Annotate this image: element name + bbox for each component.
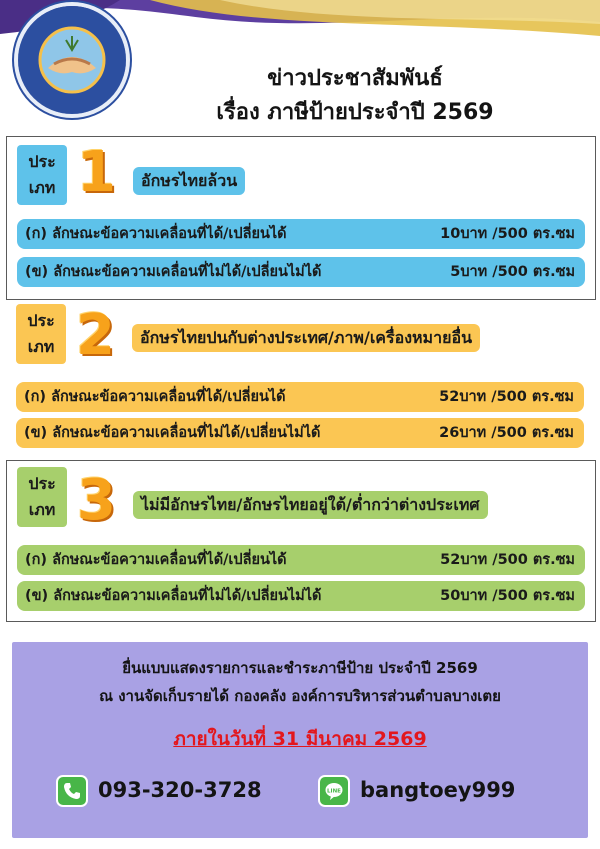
type-3-row-a [17, 545, 585, 575]
page-title [140, 62, 570, 130]
tax-type-2-section [6, 298, 594, 458]
tax-type-3-section [6, 460, 596, 622]
type-2-row-a [16, 382, 584, 412]
type-1-label-box [17, 145, 67, 205]
line-id[interactable]: bangtoey999 [360, 778, 516, 802]
phone-number[interactable]: 093-320-3728 [98, 778, 262, 802]
footer-panel [12, 642, 588, 838]
row-description: (ก) ลักษณะข้อความเคลื่อนที่ได้/เปลี่ยนได้ [25, 226, 287, 242]
type-2-category: อักษรไทยปนกับต่างประเทศ/ภาพ/เครื่องหมายอื่น [132, 324, 480, 352]
row-description: (ก) ลักษณะข้อความเคลื่อนที่ได้/เปลี่ยนได้ [24, 389, 286, 405]
row-description: (ก) ลักษณะข้อความเคลื่อนที่ได้/เปลี่ยนได้ [25, 552, 287, 568]
type-1-row-a [17, 219, 585, 249]
tao-seal-logo [18, 6, 126, 114]
row-price: 52บาท /500 ตร.ซม [440, 552, 575, 568]
type-3-label-box [17, 467, 67, 527]
phone-icon [56, 775, 88, 807]
seal-graphic-icon [18, 6, 126, 114]
type-3-number: 3 [77, 468, 116, 533]
type-label-top: ประ [27, 311, 55, 330]
row-price: 50บาท /500 ตร.ซม [440, 588, 575, 604]
type-label-top: ประ [28, 152, 56, 171]
tax-type-1-section [6, 136, 596, 300]
type-1-category: อักษรไทยล้วน [133, 167, 245, 195]
type-label-top: ประ [28, 474, 56, 493]
row-description: (ข) ลักษณะข้อความเคลื่อนที่ไม่ได้/เปลี่ยนไม่ได้ [24, 425, 321, 441]
footer-line-1: ยื่นแบบแสดงรายการและชำระภาษีป้าย ประจำปี 2569 [122, 659, 478, 677]
svg-text:LINE: LINE [327, 788, 341, 795]
type-1-row-b [17, 257, 585, 287]
type-2-row-b [16, 418, 584, 448]
type-2-number: 2 [76, 303, 115, 368]
title-line-1: ข่าวประชาสัมพันธ์ [267, 66, 443, 91]
row-description: (ข) ลักษณะข้อความเคลื่อนที่ไม่ได้/เปลี่ยนไม่ได้ [25, 588, 322, 604]
footer-line-2: ณ งานจัดเก็บรายได้ กองคลัง องค์การบริหารส่วนตำบลบางเตย [99, 687, 501, 705]
row-price: 10บาท /500 ตร.ซม [440, 226, 575, 242]
phone-contact[interactable] [56, 772, 262, 808]
type-3-row-b [17, 581, 585, 611]
row-price: 26บาท /500 ตร.ซม [439, 425, 574, 441]
row-price: 52บาท /500 ตร.ซม [439, 389, 574, 405]
type-label-bottom: เภท [27, 337, 55, 356]
type-label-bottom: เภท [28, 500, 56, 519]
type-3-category: ไม่มีอักษรไทย/อักษรไทยอยู่ใต้/ต่ำกว่าต่างประเทศ [133, 491, 488, 519]
type-2-label-box [16, 304, 66, 364]
line-contact[interactable] [318, 772, 515, 808]
type-1-number: 1 [77, 140, 116, 205]
title-line-2: เรื่อง ภาษีป้ายประจำปี 2569 [216, 100, 494, 125]
type-label-bottom: เภท [28, 178, 56, 197]
line-app-icon [318, 775, 350, 807]
row-description: (ข) ลักษณะข้อความเคลื่อนที่ไม่ได้/เปลี่ยนไม่ได้ [25, 264, 322, 280]
row-price: 5บาท /500 ตร.ซม [450, 264, 575, 280]
deadline-text: ภายในวันที่ 31 มีนาคม 2569 [173, 728, 427, 750]
